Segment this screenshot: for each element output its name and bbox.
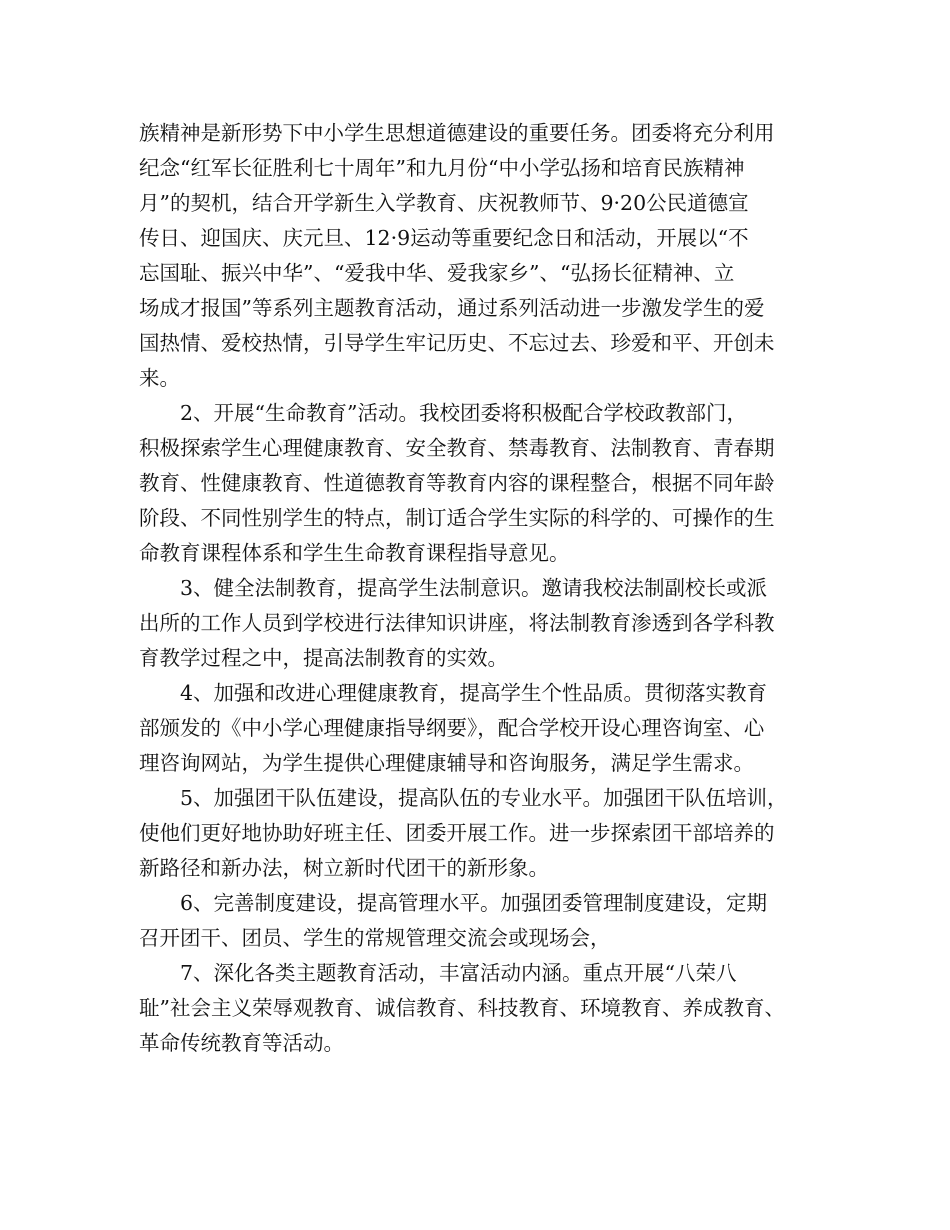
para-continued — [139, 116, 827, 396]
text-line: 月”的契机，结合开学新生入学教育、庆祝教师节、9·20公民道德宣 — [139, 191, 749, 215]
para-item-2 — [139, 396, 827, 571]
text-line: 纪念“红军长征胜利七十周年”和九月份“中小学弘扬和培育民族精神 — [139, 156, 745, 180]
text-line: 传日、迎国庆、庆元旦、12·9运动等重要纪念日和活动，开展以“不 — [139, 226, 749, 250]
para-item-5 — [139, 781, 827, 886]
text-line: 场成才报国”等系列主题教育活动，通过系列活动进一步激发学生的爱 — [139, 296, 765, 320]
document-body — [139, 116, 827, 1061]
para-item-7 — [139, 956, 827, 1061]
text-line: 命教育课程体系和学生生命教育课程指导意见。 — [139, 541, 570, 565]
para-item-4 — [139, 676, 827, 781]
text-line: 新路径和新办法，树立新时代团干的新形象。 — [139, 856, 549, 880]
text-line: 族精神是新形势下中小学生思想道德建设的重要任务。团委将充分利用 — [139, 121, 775, 145]
text-line: 来。 — [139, 366, 180, 390]
text-line: 召开团干、团员、学生的常规管理交流会或现场会， — [139, 926, 611, 950]
text-line: 阶段、不同性别学生的特点，制订适合学生实际的科学的、可操作的生 — [139, 506, 775, 530]
text-line: 6、完善制度建设，提高管理水平。加强团委管理制度建设，定期 — [180, 891, 768, 915]
text-line: 5、加强团干队伍建设，提高队伍的专业水平。加强团干队伍培训， — [180, 786, 788, 810]
text-line: 2、开展“生命教育”活动。我校团委将积极配合学校政教部门， — [180, 401, 748, 425]
para-item-6 — [139, 886, 827, 956]
text-line: 教育、性健康教育、性道德教育等教育内容的课程整合，根据不同年龄 — [139, 471, 775, 495]
text-line: 积极探索学生心理健康教育、安全教育、禁毒教育、法制教育、青春期 — [139, 436, 775, 460]
text-line: 革命传统教育等活动。 — [139, 1031, 344, 1055]
text-line: 部颁发的《中小学心理健康指导纲要》，配合学校开设心理咨询室、心 — [139, 716, 765, 740]
text-line: 4、加强和改进心理健康教育，提高学生个性品质。贯彻落实教育 — [180, 681, 768, 705]
text-line: 7、深化各类主题教育活动，丰富活动内涵。重点开展“八荣八 — [180, 961, 737, 985]
text-line: 忘国耻、振兴中华”、“爱我中华、爱我家乡”、“弘扬长征精神、立 — [139, 261, 735, 285]
text-line: 理咨询网站，为学生提供心理健康辅导和咨询服务，满足学生需求。 — [139, 751, 754, 775]
text-line: 3、健全法制教育，提高学生法制意识。邀请我校法制副校长或派 — [180, 576, 768, 600]
text-line: 出所的工作人员到学校进行法律知识讲座，将法制教育渗透到各学科教 — [139, 611, 775, 635]
text-line: 耻”社会主义荣辱观教育、诚信教育、科技教育、环境教育、养成教育、 — [139, 996, 785, 1020]
text-line: 国热情、爱校热情，引导学生牢记历史、不忘过去、珍爱和平、开创未 — [139, 331, 775, 355]
text-line: 使他们更好地协助好班主任、团委开展工作。进一步探索团干部培养的 — [139, 821, 775, 845]
para-item-3 — [139, 571, 827, 676]
text-line: 育教学过程之中，提高法制教育的实效。 — [139, 646, 508, 670]
